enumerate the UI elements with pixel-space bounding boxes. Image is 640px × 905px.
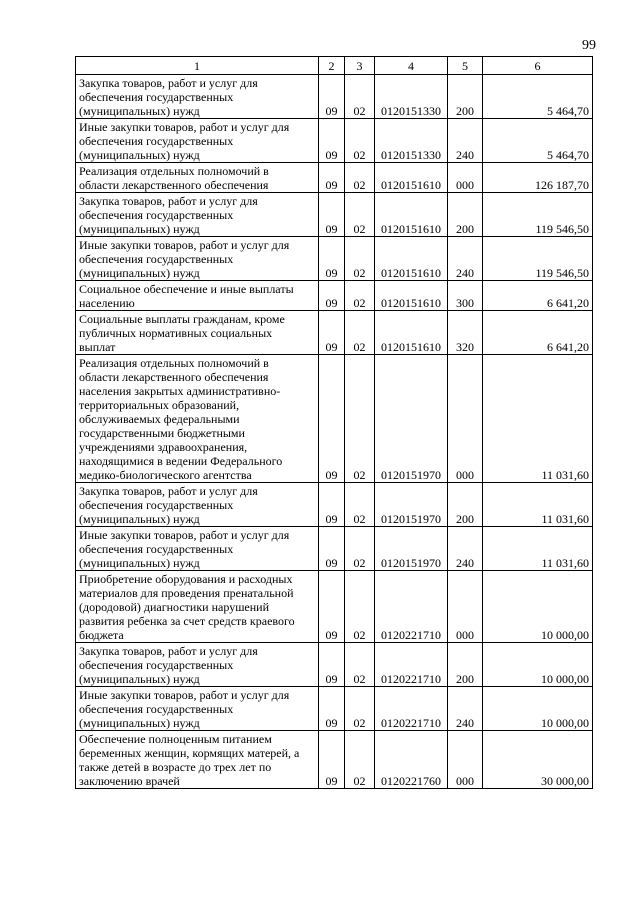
cell-col3: 02 bbox=[345, 571, 375, 643]
cell-col3: 02 bbox=[345, 687, 375, 731]
cell-col2: 09 bbox=[319, 237, 345, 281]
cell-col4: 0120151610 bbox=[375, 311, 448, 355]
row-name: Реализация отдельных полномочий в области лекарственного обеспечения bbox=[76, 163, 319, 193]
table-row bbox=[76, 119, 593, 163]
cell-col2: 09 bbox=[319, 119, 345, 163]
cell-col2: 09 bbox=[319, 643, 345, 687]
row-name: Закупка товаров, работ и услуг для обеспечения государственных (муниципальных) нужд bbox=[76, 193, 319, 237]
cell-col3: 02 bbox=[345, 163, 375, 193]
cell-col3: 02 bbox=[345, 75, 375, 119]
table-row bbox=[76, 527, 593, 571]
table-row bbox=[76, 687, 593, 731]
header-row bbox=[76, 57, 593, 75]
header-cell: 1 bbox=[76, 57, 319, 75]
cell-col6: 30 000,00 bbox=[483, 731, 593, 789]
row-name: Иные закупки товаров, работ и услуг для обеспечения государственных (муниципальных) нужд bbox=[76, 119, 319, 163]
cell-col4: 0120221760 bbox=[375, 731, 448, 789]
cell-col6: 119 546,50 bbox=[483, 193, 593, 237]
cell-col3: 02 bbox=[345, 731, 375, 789]
cell-col6: 10 000,00 bbox=[483, 643, 593, 687]
cell-col5: 240 bbox=[448, 527, 483, 571]
cell-col3: 02 bbox=[345, 483, 375, 527]
cell-col6: 11 031,60 bbox=[483, 483, 593, 527]
cell-col5: 240 bbox=[448, 687, 483, 731]
cell-col5: 000 bbox=[448, 355, 483, 483]
cell-col2: 09 bbox=[319, 483, 345, 527]
cell-col4: 0120151610 bbox=[375, 237, 448, 281]
cell-col5: 000 bbox=[448, 731, 483, 789]
cell-col2: 09 bbox=[319, 75, 345, 119]
page-number: 99 bbox=[582, 38, 596, 53]
cell-col3: 02 bbox=[345, 193, 375, 237]
table-row bbox=[76, 355, 593, 483]
cell-col5: 300 bbox=[448, 281, 483, 311]
cell-col6: 126 187,70 bbox=[483, 163, 593, 193]
cell-col4: 0120221710 bbox=[375, 571, 448, 643]
cell-col4: 0120151970 bbox=[375, 483, 448, 527]
row-name: Закупка товаров, работ и услуг для обеспечения государственных (муниципальных) нужд bbox=[76, 643, 319, 687]
row-name: Иные закупки товаров, работ и услуг для обеспечения государственных (муниципальных) нужд bbox=[76, 527, 319, 571]
cell-col5: 200 bbox=[448, 193, 483, 237]
cell-col5: 200 bbox=[448, 483, 483, 527]
cell-col6: 11 031,60 bbox=[483, 527, 593, 571]
cell-col5: 000 bbox=[448, 571, 483, 643]
budget-table bbox=[75, 56, 593, 789]
table-row bbox=[76, 731, 593, 789]
cell-col2: 09 bbox=[319, 163, 345, 193]
cell-col5: 000 bbox=[448, 163, 483, 193]
cell-col6: 6 641,20 bbox=[483, 281, 593, 311]
cell-col3: 02 bbox=[345, 527, 375, 571]
header-cell: 2 bbox=[319, 57, 345, 75]
cell-col2: 09 bbox=[319, 527, 345, 571]
cell-col5: 320 bbox=[448, 311, 483, 355]
cell-col4: 0120221710 bbox=[375, 643, 448, 687]
cell-col4: 0120151610 bbox=[375, 163, 448, 193]
cell-col4: 0120151610 bbox=[375, 193, 448, 237]
cell-col3: 02 bbox=[345, 281, 375, 311]
cell-col4: 0120151610 bbox=[375, 281, 448, 311]
row-name: Социальное обеспечение и иные выплаты населению bbox=[76, 281, 319, 311]
cell-col5: 200 bbox=[448, 643, 483, 687]
table-row bbox=[76, 483, 593, 527]
cell-col6: 5 464,70 bbox=[483, 119, 593, 163]
cell-col6: 11 031,60 bbox=[483, 355, 593, 483]
row-name: Иные закупки товаров, работ и услуг для обеспечения государственных (муниципальных) нужд bbox=[76, 237, 319, 281]
row-name: Иные закупки товаров, работ и услуг для обеспечения государственных (муниципальных) нужд bbox=[76, 687, 319, 731]
row-name: Реализация отдельных полномочий в области лекарственного обеспечения населения закрытых административно- территориальных образований, обслуживаемых федеральными государственными бюджетными учреждениями здравоохранения, находящимися в ведении Федерального медико-биологического агентства bbox=[76, 355, 319, 483]
cell-col6: 6 641,20 bbox=[483, 311, 593, 355]
row-name: Приобретение оборудования и расходных материалов для проведения пренатальной (дородовой) диагностики нарушений развития ребенка за счет средств краевого бюджета bbox=[76, 571, 319, 643]
cell-col3: 02 bbox=[345, 237, 375, 281]
row-name: Закупка товаров, работ и услуг для обеспечения государственных (муниципальных) нужд bbox=[76, 483, 319, 527]
cell-col2: 09 bbox=[319, 687, 345, 731]
cell-col4: 0120151330 bbox=[375, 119, 448, 163]
table-row bbox=[76, 643, 593, 687]
cell-col2: 09 bbox=[319, 571, 345, 643]
row-name: Обеспечение полноценным питанием беременных женщин, кормящих матерей, а также детей в возрасте до трех лет по заключению врачей bbox=[76, 731, 319, 789]
cell-col3: 02 bbox=[345, 119, 375, 163]
table-header bbox=[76, 57, 593, 75]
cell-col2: 09 bbox=[319, 193, 345, 237]
header-cell: 6 bbox=[483, 57, 593, 75]
cell-col2: 09 bbox=[319, 731, 345, 789]
header-cell: 4 bbox=[375, 57, 448, 75]
cell-col2: 09 bbox=[319, 281, 345, 311]
header-cell: 3 bbox=[345, 57, 375, 75]
cell-col5: 240 bbox=[448, 237, 483, 281]
cell-col2: 09 bbox=[319, 355, 345, 483]
cell-col6: 10 000,00 bbox=[483, 571, 593, 643]
table-row bbox=[76, 163, 593, 193]
cell-col3: 02 bbox=[345, 311, 375, 355]
table-row bbox=[76, 237, 593, 281]
cell-col3: 02 bbox=[345, 643, 375, 687]
cell-col5: 240 bbox=[448, 119, 483, 163]
table-row bbox=[76, 311, 593, 355]
row-name: Социальные выплаты гражданам, кроме публичных нормативных социальных выплат bbox=[76, 311, 319, 355]
cell-col4: 0120151970 bbox=[375, 355, 448, 483]
cell-col4: 0120151330 bbox=[375, 75, 448, 119]
cell-col6: 5 464,70 bbox=[483, 75, 593, 119]
cell-col6: 119 546,50 bbox=[483, 237, 593, 281]
budget-table-wrap bbox=[75, 56, 592, 789]
cell-col6: 10 000,00 bbox=[483, 687, 593, 731]
cell-col5: 200 bbox=[448, 75, 483, 119]
table-row bbox=[76, 75, 593, 119]
cell-col3: 02 bbox=[345, 355, 375, 483]
table-row bbox=[76, 193, 593, 237]
header-cell: 5 bbox=[448, 57, 483, 75]
cell-col2: 09 bbox=[319, 311, 345, 355]
row-name: Закупка товаров, работ и услуг для обеспечения государственных (муниципальных) нужд bbox=[76, 75, 319, 119]
table-row bbox=[76, 281, 593, 311]
cell-col4: 0120151970 bbox=[375, 527, 448, 571]
table-row bbox=[76, 571, 593, 643]
cell-col4: 0120221710 bbox=[375, 687, 448, 731]
